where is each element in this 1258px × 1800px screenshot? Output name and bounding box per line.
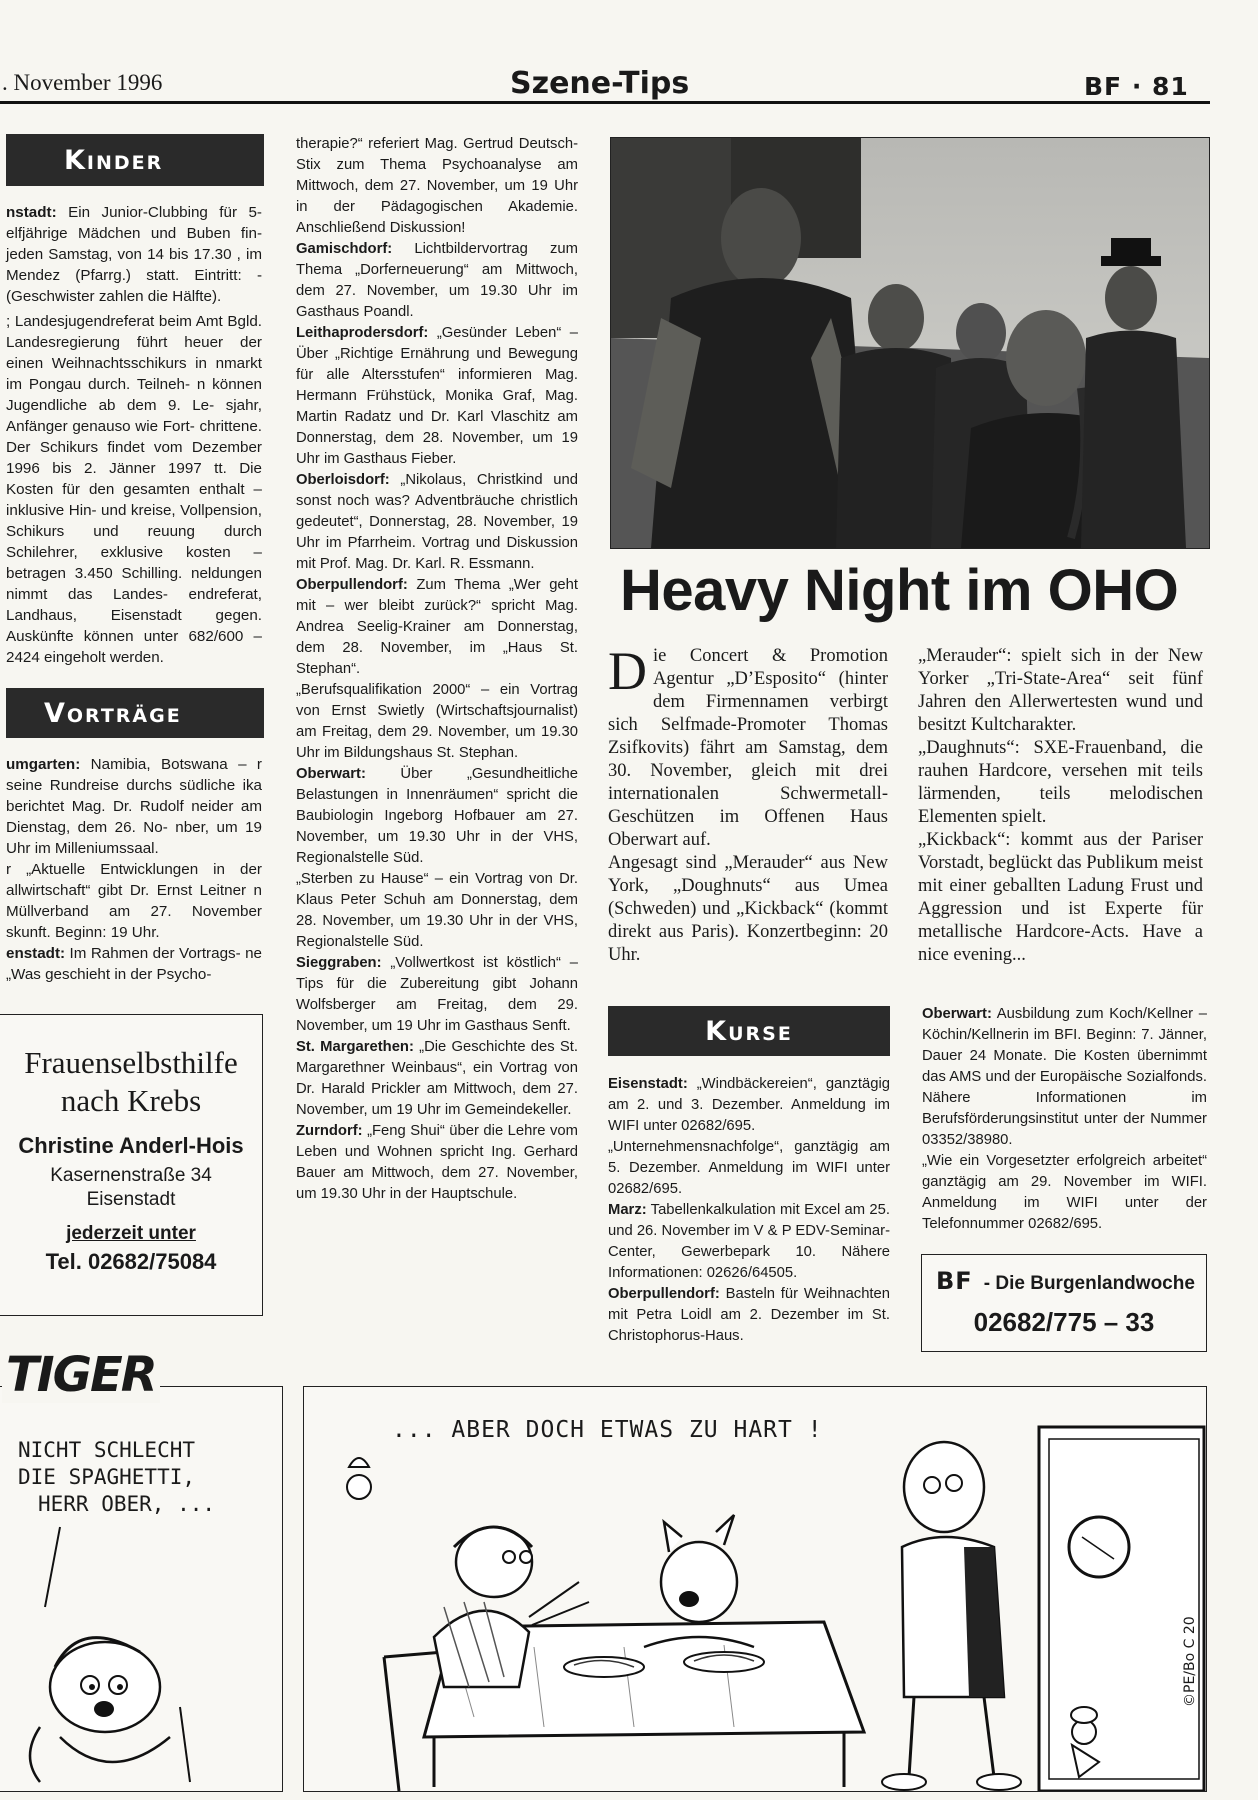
vortraege-para: Oberpullendorf: Zum Thema „Wer geht mit – wer bleibt zurück?“ spricht Mag. Andrea Seelig-Krainer am Donnerstag, dem 28. November, im „Haus St. Stephan“. <box>296 577 578 677</box>
vortraege-para: therapie?“ referiert Mag. Gertrud Deutsch-Stix zum Thema Psychoanalyse am Mittwoch, dem 27. November, um 19 Uhr in der Pädagogischen Akademie. Anschließend Diskussion! <box>296 136 578 236</box>
vortraege-para: umgarten: Namibia, Botswana – r seine Rundreise durchs südliche ika berichtet Mag. Dr. Rudolf neider am Dienstag, dem 26. No- nber, um 19 Uhr im Milleniumssaal. <box>6 756 262 857</box>
vortraege-para: St. Margarethen: „Die Geschichte des St. Margarethner Weinbaus“, ein Vortrag von Dr. Harald Prickler am Mittwoch, dem 27. November, um 19 Uhr im Gemeindekeller. <box>296 1039 578 1118</box>
article-para: Angesagt sind „Merauder“ aus New York, „Doughnuts“ aus Umea (Schweden) und „Kickback“ (kommt direkt aus Paris). Konzertbeginn: 20 Uhr. <box>608 853 888 965</box>
vortraege-para: enstadt: Im Rahmen der Vortrags- ne „Was geschieht in der Psycho- <box>6 945 262 983</box>
article-para: „Merauder“: spielt sich in der New Yorker „Tri-State-Area“ seit fünf Jahren den Allerwertesten wund und besitzt Kultcharakter. <box>918 646 1203 735</box>
article-para: „Kickback“: kommt aus der Pariser Vorstadt, beglückt das Publikum meist mit einer geballten Ladung Frust und Aggression und ist Experte für metallische Hardcore-Acts. Have a nice evening... <box>918 830 1203 965</box>
page-number: BF · 81 <box>1084 72 1189 101</box>
vortraege-para: „Berufsqualifikation 2000“ – ein Vortrag von Ernst Swietly (Wirtschaftsjournalist) am Freitag, dem 29. November, um 19.30 Uhr im Bildungshaus St. Stephan. <box>296 682 578 761</box>
vortraege-heading <box>6 688 264 738</box>
bf-label: - Die Burgenlandwoche <box>983 1273 1195 1294</box>
band-photo-illustration <box>611 138 1209 548</box>
kurse-heading <box>608 1006 890 1056</box>
ad-krebs-note: jederzeit unter <box>66 1223 196 1244</box>
comic-signature: ©PE/Bo C 20 <box>1182 1616 1198 1707</box>
header-rule <box>0 101 1210 104</box>
comic-restaurant <box>303 1386 1207 1792</box>
ad-krebs-title-2: nach Krebs <box>60 1083 202 1118</box>
section-title: Szene-Tips <box>510 66 690 101</box>
vortraege-para: Oberloisdorf: „Nikolaus, Christkind und sonst noch was? Adventbräuche christlich gedeutet“, Donnerstag, 28. November, 19 Uhr im Pfarrheim. Vortrag und Diskussion mit Prof. Mag. Dr. Karl. R. Essmann. <box>296 472 578 572</box>
kurse-para: Eisenstadt: „Windbäckereien“, ganztägig am 2. und 3. Dezember. Anmeldung im WIFI unter 02682/695. <box>608 1076 890 1134</box>
comic-left-speech-2: DIE SPAGHETTI, <box>18 1465 196 1489</box>
article-para: Die Concert & Promotion Agentur „D’Esposito“ (hinter dem Firmennamen verbirgt sich Selfmade-Promoter Thomas Zsifkovits) fährt am Samstag, dem 30. November, gleich mit drei internationalen Schwermetall-Geschützen im Offenen Haus Oberwart auf. <box>608 641 888 850</box>
issue-date: . November 1996 <box>2 70 163 95</box>
comic-right-drawing <box>304 1387 1206 1791</box>
kurse-para: Marz: Tabellenkalkulation mit Excel am 25. und 26. November im V & P EDV-Seminar-Center, Gewerbepark 10. Nähere Informationen: 02626/64505. <box>608 1202 890 1281</box>
kinder-heading <box>6 134 264 186</box>
kurse-heading-text: Kurse <box>705 1015 793 1047</box>
ad-frauenselbsthilfe <box>0 1014 263 1316</box>
comic-tiger <box>0 1347 283 1792</box>
vortraege-heading-text: Vorträge <box>44 697 182 729</box>
ad-burgenlandwoche <box>921 1254 1207 1352</box>
vortraege-para: Oberwart: Über „Gesundheitliche Belastungen in Innenräumen“ spricht die Baubiologin Ingeborg Hofbauer am 27. November, um 19.30 Uhr in der VHS, Regionalstelle Süd. <box>296 766 578 866</box>
vortraege-para: Zurndorf: „Feng Shui“ über die Lehre vom Leben und Wohnen spricht Ing. Gerhard Bauer am Mittwoch, dem 27. November, um 19.30 Uhr in der Hauptschule. <box>296 1123 578 1202</box>
ad-krebs-name: Christine Anderl-Hois <box>18 1133 244 1158</box>
article-right-column <box>918 645 1203 967</box>
comic-title: TIGER <box>2 1347 160 1403</box>
comic-left-speech-1: NICHT SCHLECHT <box>18 1438 196 1462</box>
kinder-para: nstadt: Ein Junior-Clubbing für 5- elfjährige Mädchen und Buben fin- jeden Samstag, von 14 bis 17.30 , im Mendez (Pfarrg.) statt. Eintritt: - (Geschwister zahlen die Hälfte). <box>6 204 262 305</box>
vortraege-left-text <box>6 754 262 985</box>
kinder-text <box>6 202 262 668</box>
drop-cap: D <box>608 641 647 701</box>
comic-left-speech-3: HERR OBER, ... <box>38 1492 216 1516</box>
article-para: „Daughnuts“: SXE-Frauenband, die rauhen Hardcore, versehen mit teils lärmenden, teils melodischen Elementen spielt. <box>918 738 1203 827</box>
ad-krebs-street: Kasernenstraße 34 <box>50 1165 212 1186</box>
vortraege-para: r „Aktuelle Entwicklungen in der allwirtschaft“ gibt Dr. Ernst Leitner n Müllverband am 27. November skunft. Beginn: 19 Uhr. <box>6 861 262 941</box>
article-left-column <box>608 641 888 967</box>
kurse-para: „Unternehmensnachfolge“, ganztägig am 5. Dezember. Anmeldung im WIFI unter 02682/695. <box>608 1139 890 1197</box>
article-headline: Heavy Night im OHO <box>620 558 1179 623</box>
kinder-para: ; Landesjugendreferat beim Amt Bgld. Landesregierung führt heuer der einen Weihnachtsschikurs in nmarkt im Pongau durch. Teilneh- n können Jugendliche ab dem 9. Le- sjahr, Anfänger genauso wie Fort- chrittene. Der Schikurs findet vom Dezember 1996 bis 2. Jänner 1997 tt. Die Kosten für den gesamten enthalt – inklusive Hin- und kreise, Vollpension, Schikurs und reuung durch Schilehrer, exklusive kosten – betragen 3.450 Schilling. neldungen nimmt das Landes- endreferat, Landhaus, Eisenstadt gegen. Auskünfte können unter 682/600 – 2424 eingeholt werden. <box>6 313 262 666</box>
kinder-heading-text: Kinder <box>64 144 164 176</box>
ad-krebs-title-1: Frauenselbsthilfe <box>24 1045 238 1080</box>
ad-krebs-city: Eisenstadt <box>86 1189 176 1210</box>
kurse-para: Oberpullendorf: Basteln für Weihnachten mit Petra Loidl am 2. Dezember im St. Christophorus-Haus. <box>608 1286 890 1344</box>
vortraege-middle-text <box>296 134 578 1205</box>
comic-right-speech: ... ABER DOCH ETWAS ZU HART ! <box>392 1417 823 1443</box>
vortraege-para: Sieggraben: „Vollwertkost ist köstlich“ – Tips für die Zubereitung gibt Johann Wolfsberger am Freitag, dem 29. November, um 19 Uhr im Gasthaus Senft. <box>296 955 578 1034</box>
vortraege-para: Leithaprodersdorf: „Gesünder Leben“ – Über „Richtige Ernährung und Bewegung für alle Altersstufen“ informieren Mag. Hermann Frühstück, Monika Graf, Mag. Martin Radatz und Dr. Karl Vlaschitz am Donnerstag, dem 28. November, um 19 Uhr im Gasthaus Fieber. <box>296 325 578 467</box>
bf-logo: BF <box>936 1267 973 1295</box>
kurse-right-text <box>922 1004 1207 1235</box>
band-photo <box>610 137 1210 549</box>
kurse-para: Oberwart: Ausbildung zum Koch/Kellner – Köchin/Kellnerin im BFI. Beginn: 7. Jänner, Dauer 24 Monate. Die Kosten übernimmt das AMS und der Europäische Sozialfonds. Nähere Informationen im Berufsförderungsinstitut unter der Nummer 03352/38980. <box>922 1006 1207 1148</box>
kurse-left-text <box>608 1074 890 1347</box>
bf-phone: 02682/775 – 33 <box>973 1307 1155 1337</box>
ad-krebs-phone: Tel. 02682/75084 <box>45 1249 217 1274</box>
vortraege-para: Gamischdorf: Lichtbildervortrag zum Thema „Dorferneuerung“ am Mittwoch, dem 27. November, um 19.30 Uhr im Gasthaus Poandl. <box>296 241 578 320</box>
kurse-para: „Wie ein Vorgesetzter erfolgreich arbeitet“ ganztägig am 29. November im WIFI. Anmeldung im WIFI unter der Telefonnummer 02682/695. <box>922 1153 1207 1232</box>
vortraege-para: „Sterben zu Hause“ – ein Vortrag von Dr. Klaus Peter Schuh am Donnerstag, dem 28. November, um 19.30 Uhr in der VHS, Regionalstelle Süd. <box>296 871 578 950</box>
comic-left-drawing <box>0 1387 280 1791</box>
